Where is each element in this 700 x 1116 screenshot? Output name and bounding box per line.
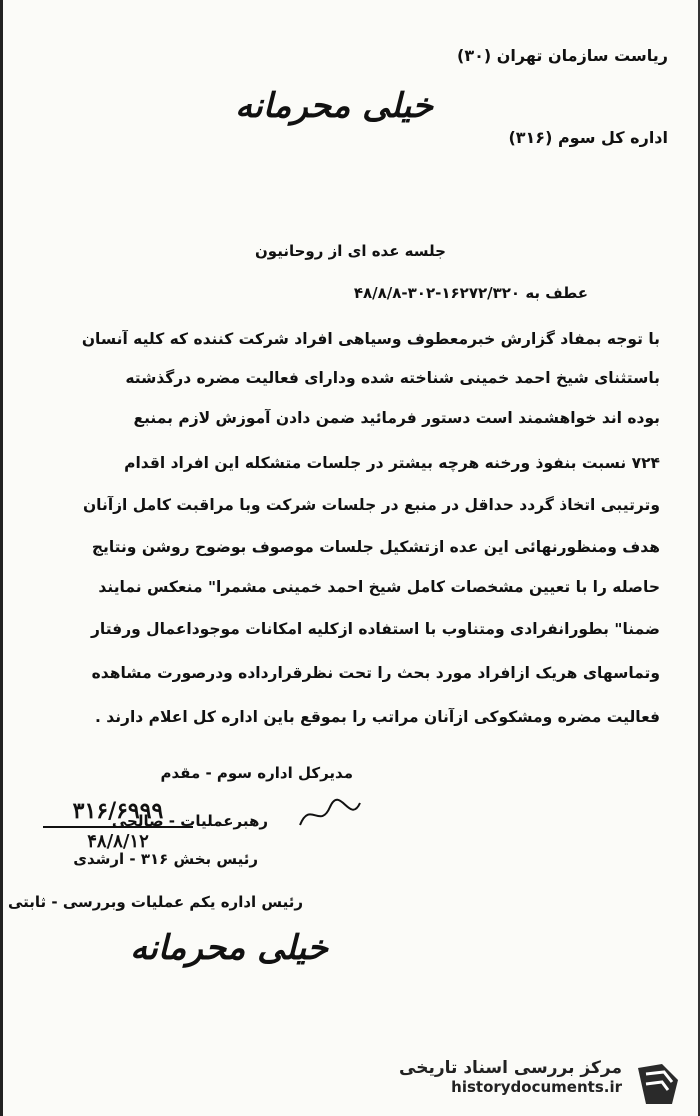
registration-date: ۴۸/۸/۱۲ xyxy=(87,831,149,852)
footer-watermark xyxy=(399,1058,684,1096)
handwritten-initials-icon xyxy=(295,795,365,835)
body-line: با توجه بمفاد گزارش خبرمعطوف وسیاهی افراد شرکت کننده که کلیه آنسان xyxy=(81,330,660,348)
footer-title: مرکز بررسی اسناد تاریخی xyxy=(399,1058,622,1078)
signature-line: رئیس بخش ۳۱۶ - ارشدی xyxy=(73,850,258,868)
reference-line: عطف به ۱۶۲۷۲/۳۲۰-۳۰۲-۴۸/۸/۸ xyxy=(353,284,588,302)
body-line: حاصله را با تعیین مشخصات کامل شیخ احمد خمینی مشمرا" منعکس نمایند xyxy=(98,578,660,596)
classification-stamp-top: خیلی محرمانه xyxy=(235,86,433,126)
footer-url: historydocuments.ir xyxy=(451,1078,622,1096)
body-line: وتماسهای هریک ازافراد مورد بحث را تحت نظرقرارداده ودرصورت مشاهده xyxy=(91,664,660,682)
closing-line: مدیرکل اداره سوم - مقدم xyxy=(160,764,353,782)
classification-stamp-bottom: خیلی محرمانه xyxy=(130,928,328,968)
header-department: اداره کل سوم (۳۱۶) xyxy=(508,128,668,147)
body-line: ضمنا" بطورانفرادی ومتناوب با استفاده ازکلیه امکانات موجوداعمال ورفتار xyxy=(90,620,660,638)
body-line: ۷۲۴ نسبت بنفوذ ورخنه هرچه بیشتر در جلسات متشکله این افراد اقدام xyxy=(124,454,660,472)
body-line: هدف ومنظورنهائی این عده ازتشکیل جلسات موصوف بوضوح روشن ونتایج xyxy=(91,538,660,556)
registration-number: ۳۱۶/۶۹۹۹ xyxy=(43,798,193,828)
signature-line: رهبرعملیات - صالحی xyxy=(111,812,268,830)
document-center-logo-icon xyxy=(632,1060,684,1108)
body-line: بوده اند خواهشمند است دستور فرمائید ضمن دادن آموزش لازم بمنبع xyxy=(133,409,660,427)
body-line: وترتیبی اتخاذ گردد حداقل در منبع در جلسات شرکت وبا مراقبت کامل ازآنان xyxy=(82,496,660,514)
body-line: فعالیت مضره ومشکوکی ازآنان مراتب را بموقع باین اداره کل اعلام دارند . xyxy=(94,708,660,726)
body-line: باستثنای شیخ احمد خمینی شناخته شده ودارای فعالیت مضره درگذشته xyxy=(125,369,660,387)
signature-line: رئیس اداره یکم عملیات وبررسی - ثابتی xyxy=(7,893,303,911)
header-org: ریاست سازمان تهران (۳۰) xyxy=(457,46,668,65)
subject-line: جلسه عده ای از روحانیون xyxy=(255,242,446,260)
